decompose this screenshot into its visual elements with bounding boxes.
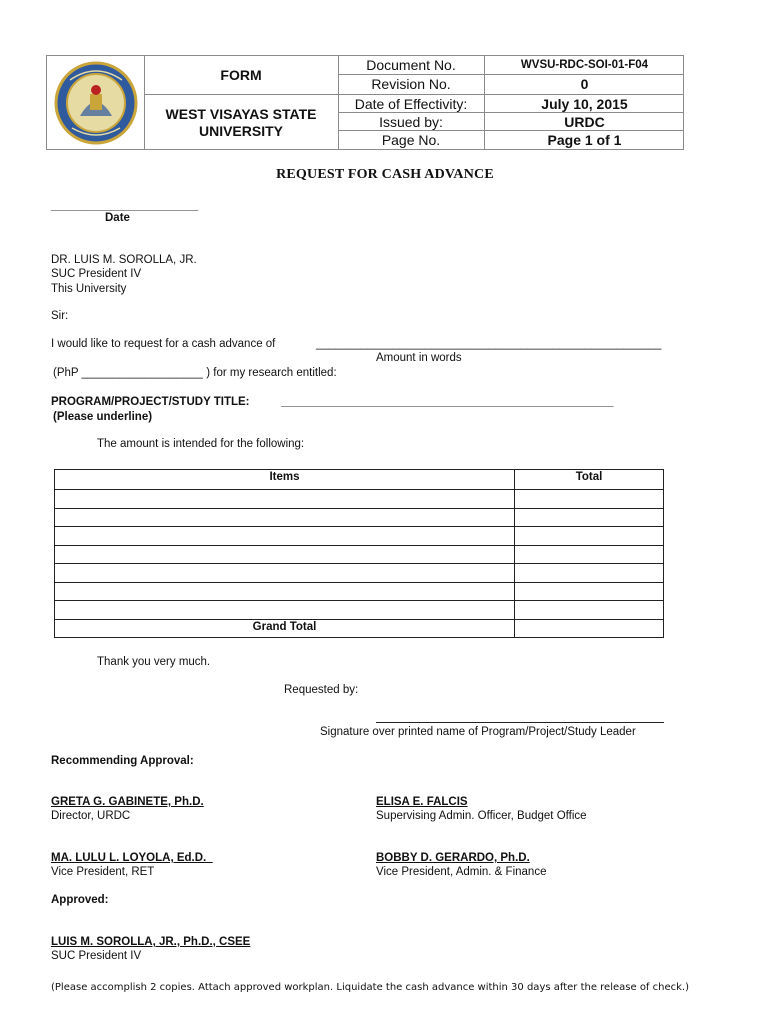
university-name-line1: WEST VISAYAS STATE xyxy=(165,105,317,122)
signatory-name: MA. LULU L. LOYOLA, Ed.D. xyxy=(51,852,213,864)
approver-title: SUC President IV xyxy=(51,950,142,962)
amount-in-words-label: Amount in words xyxy=(376,352,462,364)
document-title: REQUEST FOR CASH ADVANCE xyxy=(276,167,494,182)
table-row[interactable] xyxy=(55,526,663,527)
addressee-position: SUC President IV xyxy=(51,268,142,280)
signatory-title: Vice President, RET xyxy=(51,866,155,878)
issued-by-label: Issued by: xyxy=(379,114,443,130)
revision-no-label: Revision No. xyxy=(371,76,451,92)
grand-total-row[interactable] xyxy=(55,619,663,620)
table-row[interactable] xyxy=(55,545,663,546)
items-column-header: Items xyxy=(269,471,300,483)
signatory-title: Vice President, Admin. & Finance xyxy=(376,866,547,878)
salutation: Sir: xyxy=(51,310,69,322)
document-no-value: WVSU-RDC-SOI-01-F04 xyxy=(520,59,649,71)
issued-by-value: URDC xyxy=(564,114,605,130)
addressee-name: DR. LUIS M. SOROLLA, JR. xyxy=(51,254,197,266)
approved-label: Approved: xyxy=(51,894,109,906)
program-title-field[interactable]: ____________________________________________________ xyxy=(281,396,614,408)
request-text: I would like to request for a cash advance of xyxy=(51,338,276,350)
date-of-effectivity-value: July 10, 2015 xyxy=(541,96,628,112)
date-of-effectivity-label: Date of Effectivity: xyxy=(354,96,468,112)
signatory-title: Director, URDC xyxy=(51,810,131,822)
table-row[interactable] xyxy=(55,600,663,601)
please-underline-note: (Please underline) xyxy=(53,411,153,423)
approver-name: LUIS M. SOROLLA, JR., Ph.D., CSEE xyxy=(51,936,251,948)
university-name-line2: UNIVERSITY xyxy=(198,122,283,139)
thanks-text: Thank you very much. xyxy=(97,656,211,668)
signature-line[interactable] xyxy=(376,722,664,723)
document-no-label: Document No. xyxy=(366,57,456,73)
table-row[interactable] xyxy=(55,582,663,583)
intended-text: The amount is intended for the following: xyxy=(97,438,305,450)
grand-total-label: Grand Total xyxy=(252,621,317,633)
form-label: FORM xyxy=(220,67,262,83)
php-amount-text[interactable]: (PhP ___________________ ) for my research entitled: xyxy=(53,367,337,379)
revision-no-value: 0 xyxy=(580,76,589,92)
signatory-title: Supervising Admin. Officer, Budget Office xyxy=(376,810,587,822)
addressee-office: This University xyxy=(51,283,127,295)
table-row[interactable] xyxy=(55,489,663,490)
date-line[interactable]: _______________________ xyxy=(51,200,199,212)
form-header xyxy=(46,55,684,150)
signatory-name: GRETA G. GABINETE, Ph.D. xyxy=(51,796,204,808)
signatory-name: BOBBY D. GERARDO, Ph.D. xyxy=(376,852,530,864)
page-no-label: Page No. xyxy=(381,132,441,148)
total-column-header: Total xyxy=(575,471,603,483)
table-row[interactable] xyxy=(55,508,663,509)
signatory-name: ELISA E. FALCIS xyxy=(376,796,468,808)
university-seal-logo xyxy=(50,58,142,148)
date-label: Date xyxy=(105,212,130,224)
recommending-approval-label: Recommending Approval: xyxy=(51,755,194,767)
page-no-value: Page 1 of 1 xyxy=(547,132,622,148)
amount-in-words-field[interactable]: ______________________________________________________ xyxy=(316,338,662,350)
items-table xyxy=(54,469,664,638)
signature-caption: Signature over printed name of Program/Project/Study Leader xyxy=(320,726,636,738)
requested-by-label: Requested by: xyxy=(284,684,359,696)
footnote: (Please accomplish 2 copies. Attach approved workplan. Liquidate the cash advance within 30 days after the release of check.) xyxy=(51,982,689,993)
program-title-label: PROGRAM/PROJECT/STUDY TITLE: xyxy=(51,396,250,408)
table-row[interactable] xyxy=(55,563,663,564)
